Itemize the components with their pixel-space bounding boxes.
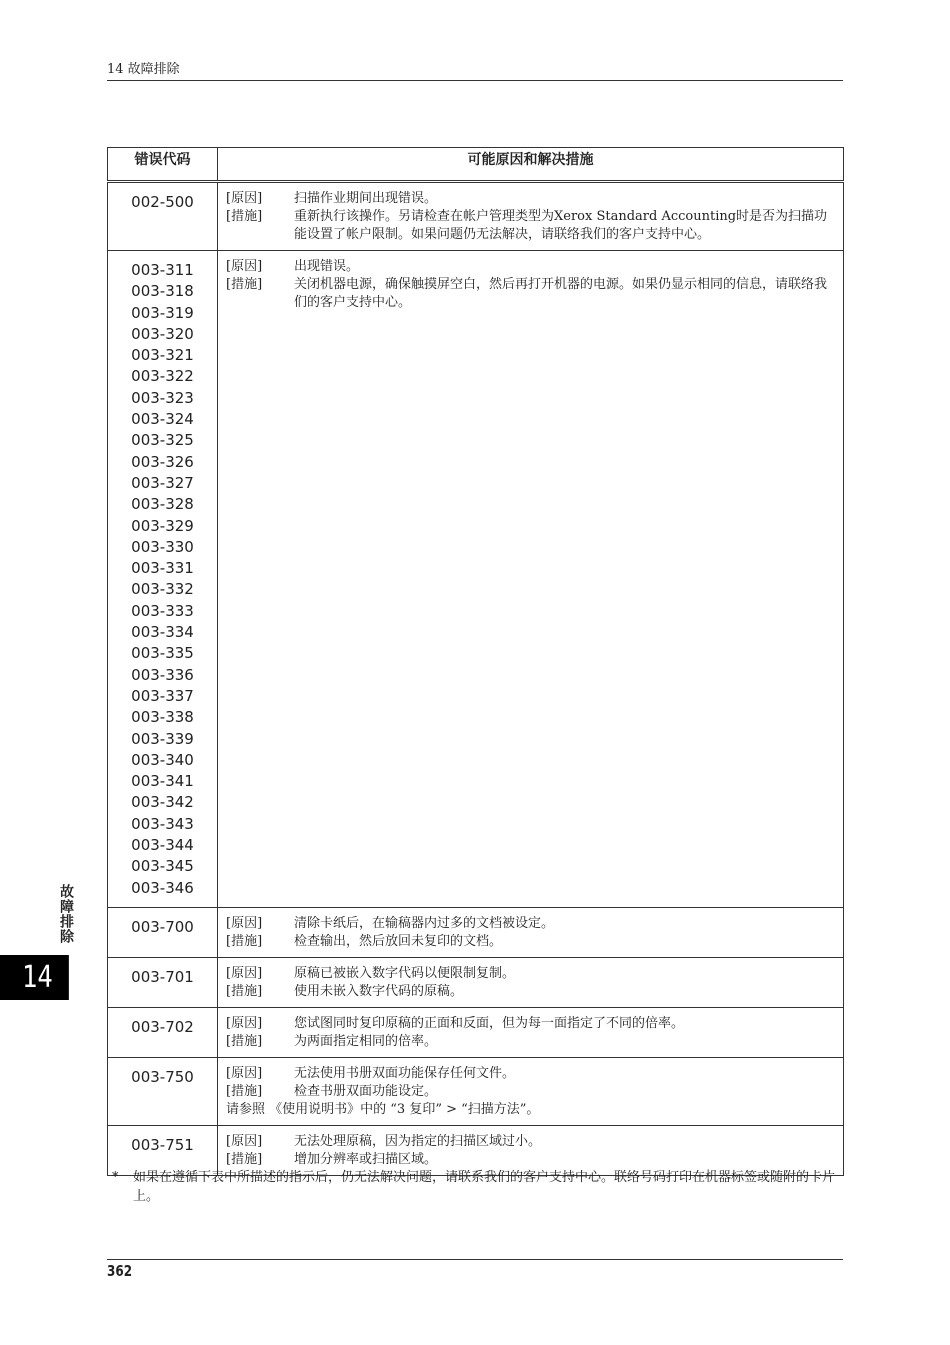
cause-line — [226, 915, 835, 933]
running-header — [107, 60, 843, 81]
cause-solution-cell — [218, 251, 844, 908]
error-code: 003-311 — [131, 261, 194, 279]
line-text: 重新执行该操作。另请检查在帐户管理类型为Xerox Standard Accounting时是否为扫描功能设置了帐户限制。如果问题仍无法解决，请联络我们的客户支持中心。 — [294, 209, 828, 242]
table-row — [108, 957, 844, 1007]
cause-solution-cell — [218, 1057, 844, 1125]
line-tag: [原因] — [226, 1065, 263, 1081]
line-tag: [原因] — [226, 191, 263, 206]
table-header-row — [108, 148, 844, 182]
line-text: 检查输出，然后放回未复印的文档。 — [294, 933, 503, 949]
cause-line — [226, 1015, 835, 1033]
error-code: 003-333 — [131, 601, 194, 620]
table-row — [108, 1007, 844, 1057]
error-code: 003-338 — [131, 708, 194, 727]
running-title: 14 故障排除 — [107, 62, 180, 77]
chapter-tab: 14 — [0, 955, 69, 1000]
cause-solution-cell — [218, 1007, 844, 1057]
cause-line — [226, 1065, 835, 1083]
error-code-cell — [108, 251, 218, 908]
table-row — [108, 907, 844, 957]
side-chapter-label: 故障排除 — [58, 884, 74, 944]
line-tag: [措施] — [226, 933, 263, 949]
error-code: 003-334 — [131, 623, 194, 642]
error-code: 003-329 — [131, 516, 194, 535]
error-code: 003-320 — [131, 324, 194, 343]
error-code-cell — [108, 182, 218, 251]
error-code: 003-336 — [131, 665, 194, 684]
table-row — [108, 251, 844, 908]
error-code-table — [107, 147, 844, 1176]
cause-line — [226, 1133, 835, 1151]
error-code: 003-328 — [131, 495, 194, 514]
error-code: 003-344 — [131, 836, 194, 855]
line-tag: [原因] — [226, 915, 263, 931]
action-line — [226, 1151, 835, 1169]
error-code: 003-326 — [131, 452, 194, 471]
table-body — [108, 182, 844, 1176]
error-code: 002-500 — [131, 193, 194, 211]
cause-line — [226, 965, 835, 983]
action-line — [226, 1033, 835, 1051]
line-text: 您试图同时复印原稿的正面和反面，但为每一面指定了不同的倍率。 — [294, 1015, 685, 1031]
line-text: 出现错误。 — [294, 259, 360, 274]
action-line — [226, 276, 835, 312]
line-tag: [原因] — [226, 259, 263, 274]
error-code: 003-701 — [131, 967, 194, 986]
cause-solution-cell — [218, 907, 844, 957]
error-code-cell — [108, 907, 218, 957]
error-code: 003-327 — [131, 473, 194, 492]
reference-note: 请参照 《使用说明书》中的 “3 复印” > “扫描方法”。 — [226, 1101, 540, 1117]
error-code: 003-321 — [131, 346, 194, 365]
line-tag: [措施] — [226, 1151, 263, 1167]
page-footer — [107, 1259, 843, 1280]
cause-line — [226, 258, 835, 276]
error-code: 003-345 — [131, 857, 194, 876]
error-code: 003-325 — [131, 431, 194, 450]
cause-solution-cell — [218, 957, 844, 1007]
error-code: 003-330 — [131, 537, 194, 556]
error-code: 003-331 — [131, 559, 194, 578]
cause-line — [226, 190, 835, 208]
error-code: 003-332 — [131, 580, 194, 599]
error-code: 003-318 — [131, 282, 194, 301]
action-line — [226, 1083, 835, 1101]
column-header-code: 错误代码 — [108, 148, 218, 182]
error-code: 003-319 — [131, 303, 194, 322]
error-code: 003-700 — [131, 917, 194, 936]
footnote-text: 如果在遵循下表中所描述的指示后，仍无法解决问题，请联系我们的客户支持中心。联络号码打印在机器标签或随附的卡片上。 — [133, 1170, 836, 1204]
line-tag: [原因] — [226, 965, 263, 981]
error-code: 003-324 — [131, 410, 194, 429]
error-code: 003-346 — [131, 878, 194, 897]
line-text: 无法使用书册双面功能保存任何文件。 — [294, 1065, 516, 1081]
error-code-cell — [108, 957, 218, 1007]
error-code: 003-750 — [131, 1067, 194, 1086]
column-header-cause: 可能原因和解决措施 — [218, 148, 844, 182]
error-code: 003-340 — [131, 750, 194, 769]
line-tag: [原因] — [226, 1133, 263, 1149]
error-code: 003-335 — [131, 644, 194, 663]
table-row — [108, 182, 844, 251]
table-row — [108, 1057, 844, 1125]
line-tag: [措施] — [226, 277, 263, 292]
line-text: 清除卡纸后，在输稿器内过多的文档被设定。 — [294, 915, 555, 931]
page-number: 362 — [107, 1262, 133, 1280]
error-code: 003-337 — [131, 686, 194, 705]
error-code: 003-751 — [131, 1135, 194, 1154]
error-code: 003-343 — [131, 814, 194, 833]
error-code-cell — [108, 1057, 218, 1125]
line-text: 使用未嵌入数字代码的原稿。 — [294, 983, 464, 999]
line-text: 扫描作业期间出现错误。 — [294, 191, 438, 206]
action-line — [226, 983, 835, 1001]
line-tag: [措施] — [226, 209, 263, 224]
footnote — [107, 1168, 843, 1206]
line-text: 无法处理原稿，因为指定的扫描区域过小。 — [294, 1133, 542, 1149]
line-text: 原稿已被嵌入数字代码以便限制复制。 — [294, 965, 516, 981]
line-text: 增加分辨率或扫描区域。 — [294, 1151, 438, 1167]
line-text: 为两面指定相同的倍率。 — [294, 1033, 438, 1049]
error-code: 003-702 — [131, 1017, 194, 1036]
line-tag: [措施] — [226, 1033, 263, 1049]
cause-solution-cell — [218, 182, 844, 251]
action-line — [226, 933, 835, 951]
line-text: 关闭机器电源，确保触摸屏空白，然后再打开机器的电源。如果仍显示相同的信息，请联络我们的客户支持中心。 — [294, 277, 828, 310]
line-tag: [措施] — [226, 1083, 263, 1099]
line-tag: [原因] — [226, 1015, 263, 1031]
error-code: 003-341 — [131, 772, 194, 791]
line-tag: [措施] — [226, 983, 263, 999]
footnote-marker: * — [112, 1170, 119, 1185]
error-code: 003-342 — [131, 793, 194, 812]
action-line — [226, 208, 835, 244]
error-code: 003-339 — [131, 729, 194, 748]
error-code: 003-322 — [131, 367, 194, 386]
error-code-cell — [108, 1007, 218, 1057]
error-code: 003-323 — [131, 388, 194, 407]
line-text: 检查书册双面功能设定。 — [294, 1083, 438, 1099]
